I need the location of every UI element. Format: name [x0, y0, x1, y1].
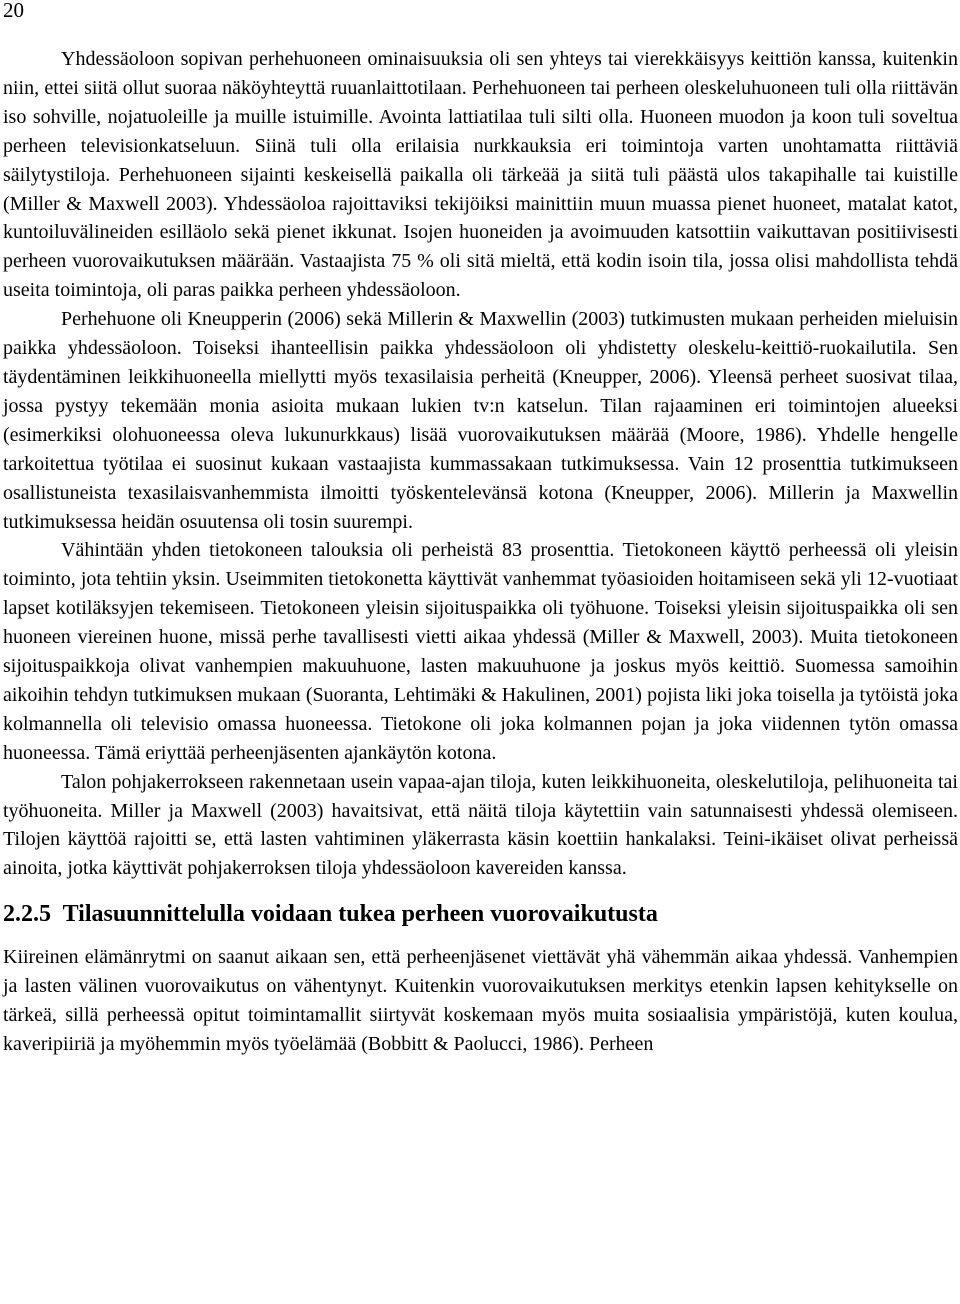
paragraph: Yhdessäoloon sopivan perhehuoneen ominaisuuksia oli sen yhteys tai vierekkäisyys keittiön kanssa, kuitenkin niin, ettei siitä ollut suoraa näköyhteyttä ruuanlaittotilaan. Perhehuoneen tai perheen oleskeluhuoneen tuli olla riittävän iso sohville, nojatuoleille ja muille istuimille. Avointa lattiatilaa tuli silti olla. Huoneen muodon ja koon tuli soveltua perheen televisionkatseluun. Siinä tuli olla erilaisia nurkkauksia eri toimintoja varten unohtamatta riittäviä säilytystiloja. Perhehuoneen sijainti keskeisellä paikalla oli tärkeää ja siitä tuli päästä ulos takapihalle tai kuistille (Miller & Maxwell 2003). Yhdessäoloa rajoittaviksi tekijöiksi mainittiin muun muassa pienet huoneet, matalat katot, kuntoiluvälineiden esilläolo sekä pienet ikkunat. Isojen huoneiden ja avoimuuden katsottiin vaikuttavan positiivisesti perheen vuorovaikutuksen määrään. Vastaajista 75 % oli sitä mieltä, että kodin isoin tila, jossa olisi mahdollista tehdä useita toimintoja, oli paras paikka perheen yhdessäoloon.: [3, 48, 958, 302]
section-heading: [3, 899, 958, 929]
paragraph: Kiireinen elämänrytmi on saanut aikaan sen, että perheenjäsenet viettävät yhä vähemmän aikaa yhdessä. Vanhempien ja lasten välinen vuorovaikutus on vähentynyt. Kuitenkin vuorovaikutuksen merkitys etenkin lapsen kehitykselle on tärkeä, sillä perheessä opitut toimintamallit siirtyvät koskemaan myös muita sosiaalisia ympäristöjä, kuten koulua, kaveripiiriä ja myöhemmin myös työelämää (Bobbitt & Paolucci, 1986). Perheen: [3, 946, 958, 1055]
paragraph: Talon pohjakerrokseen rakennetaan usein vapaa-ajan tiloja, kuten leikkihuoneita, oleskelutiloja, pelihuoneita tai työhuoneita. Miller ja Maxwell (2003) havaitsivat, että näitä tiloja käytettiin vain satunnaisesti yhdessä olemiseen. Tilojen käyttöä rajoitti se, että lasten vahtiminen yläkerrasta käsin koettiin hankalaksi. Teini-ikäiset olivat perheissä ainoita, jotka käyttivät pohjakerroksen tiloja yhdessäoloon kavereiden kanssa.: [3, 770, 958, 880]
paragraph: Vähintään yhden tietokoneen talouksia oli perheistä 83 prosenttia. Tietokoneen käyttö perheessä oli yleisin toiminto, jota tehtiin yksin. Useimmiten tietokonetta käyttivät vanhemmat työasioiden hoitamiseen sekä yli 12-vuotiaat lapset kotiläksyjen tekemiseen. Tietokoneen yleisin sijoituspaikka oli työhuone. Toiseksi yleisin sijoituspaikka oli sen huoneen viereinen huone, missä perhe tavallisesti vietti aikaa yhdessä (Miller & Maxwell, 2003). Muita tietokoneen sijoituspaikkoja olivat vanhempien makuuhuone, lasten makuuhuone ja joskus myös keittiö. Suomessa samoihin aikoihin tehdyn tutkimuksen mukaan (Suoranta, Lehtimäki & Hakulinen, 2001) pojista liki joka toisella ja tytöistä joka kolmannella oli televisio omassa huoneessa. Tietokone oli joka kolmannen pojan ja joka viidennen tytön omassa huoneessa. Tämä eriyttää perheenjäsenten ajankäytön kotona.: [3, 539, 958, 764]
paragraph: Perhehuone oli Kneupperin (2006) sekä Millerin & Maxwellin (2003) tutkimusten mukaan perheiden mieluisin paikka yhdessäoloon. Toiseksi ihanteellisin paikka yhdessäoloon oli yhdistetty oleskelu-keittiö-ruokailutila. Sen täydentäminen leikkihuoneella miellytti myös texasilaisia perheitä (Kneupper, 2006). Yleensä perheet suosivat tilaa, jossa pystyy tekemään monia asioita mukaan lukien tv:n katselun. Tilan rajaaminen eri toimintojen alueeksi (esimerkiksi olohuoneessa oleva lukunurkkaus) lisää vuorovaikutuksen määrää (Moore, 1986). Yhdelle hengelle tarkoitettua työtilaa ei suosinut kukaan vastaajista kummassakaan tutkimuksessa. Vain 12 prosenttia tutkimukseen osallistuneista texasilaisvanhemmista ilmoitti työskentelevänsä kotona (Kneupper, 2006). Millerin ja Maxwellin tutkimuksessa heidän osuutensa oli tosin suurempi.: [3, 308, 958, 533]
page-number: 20: [3, 0, 24, 22]
section-title: Tilasuunnittelulla voidaan tukea perheen vuorovaikutusta: [62, 901, 658, 928]
document-body: [3, 45, 958, 1059]
section-number: 2.2.5: [3, 901, 51, 928]
